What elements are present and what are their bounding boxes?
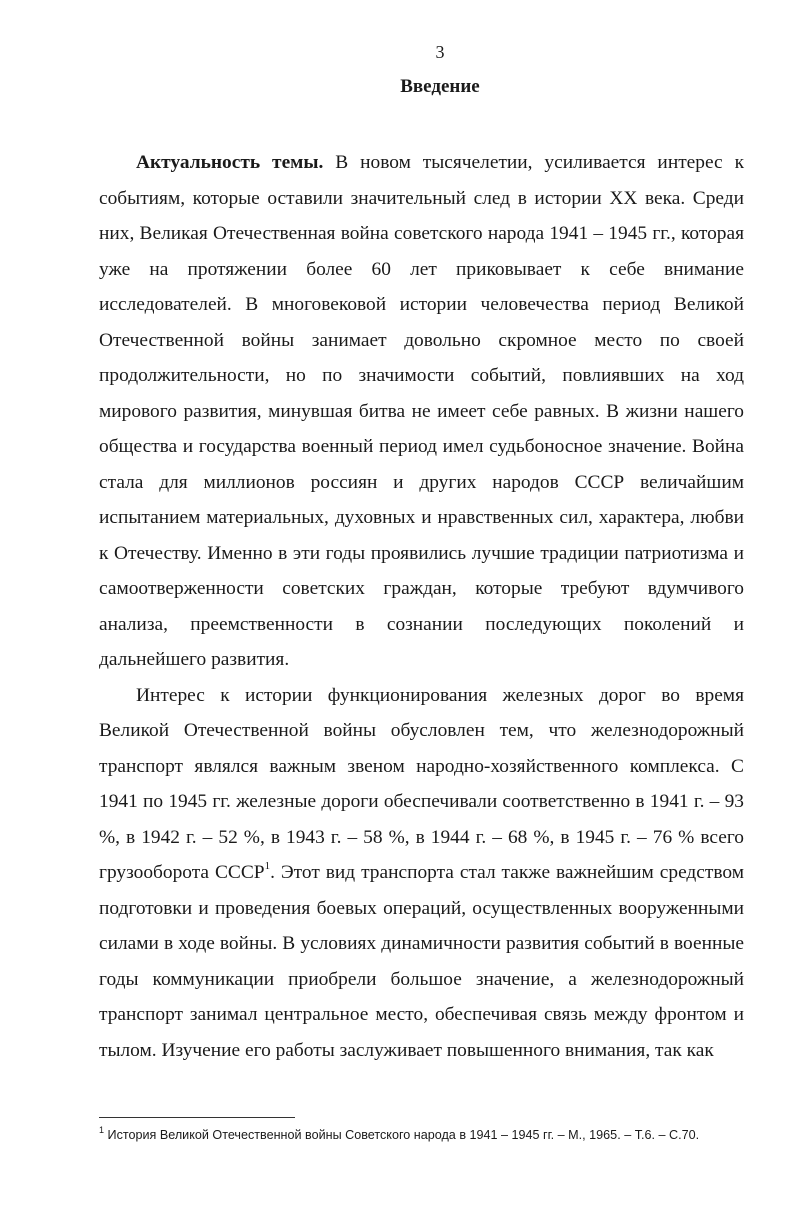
footnote	[99, 1124, 744, 1143]
footnote-reference: 1	[264, 859, 271, 872]
paragraph-text: В новом тысячелетии, усиливается интерес к событиям, которые оставили значительный след в истории XX века. Среди них, Великая Отечественная война советского народа 1941 – 1945 гг., которая уже на протяжении более 60 лет приковывает к себе внимание исследователей. В многовековой истории человечества период Великой Отечественной войны занимает довольно скромное место по своей продолжительности, но по значимости событий, повлиявших на ход мирового развития, минувшая битва не имеет себе равных. В жизни нашего общества и государства военный период имел судьбоносное значение. Война стала для миллионов россиян и других народов СССР величайшим испытанием материальных, духовных и нравственных сил, характера, любви к Отечеству. Именно в эти годы проявились лучшие традиции патриотизма и самоотверженности советских граждан, которые требуют вдумчивого анализа, преемственности в сознании последующих поколений и дальнейшего развития.	[99, 152, 745, 670]
footnote-text: История Великой Отечественной войны Советского народа в 1941 – 1945 гг. – М., 1965. – Т.6. – С.70.	[104, 1128, 700, 1142]
paragraph-relevance	[99, 145, 744, 678]
footnote-mark: 1	[99, 1124, 105, 1135]
paragraph-lead: Актуальность темы.	[136, 152, 324, 173]
paragraph-text-after-note: . Этот вид транспорта стал также важнейшим средством подготовки и проведения боевых операций, осуществленных вооруженными силами в ходе войны. В условиях динамичности развития событий в военные годы коммуникации приобрели большое значение, а железнодорожный транспорт занимал центральное место, обеспечивая связь между фронтом и тылом. Изучение его работы заслуживает повышенного внимания, так как	[99, 862, 744, 1061]
paragraph-railways	[99, 678, 744, 1069]
section-title: Введение	[400, 76, 480, 97]
paragraph-text-before-note: Интерес к истории функционирования железных дорог во время Великой Отечественной войны обусловлен тем, что железнодорожный транспорт являлся важным звеном народно-хозяйственного комплекса. С 1941 по 1945 гг. железные дороги обеспечивали соответственно в 1941 г. – 93 %, в 1942 г. – 52 %, в 1943 г. – 58 %, в 1944 г. – 68 %, в 1945 г. – 76 % всего грузооборота СССР	[99, 684, 744, 883]
page-number: 3	[435, 42, 445, 62]
footnote-divider	[99, 1117, 295, 1118]
body-text	[99, 145, 744, 1068]
